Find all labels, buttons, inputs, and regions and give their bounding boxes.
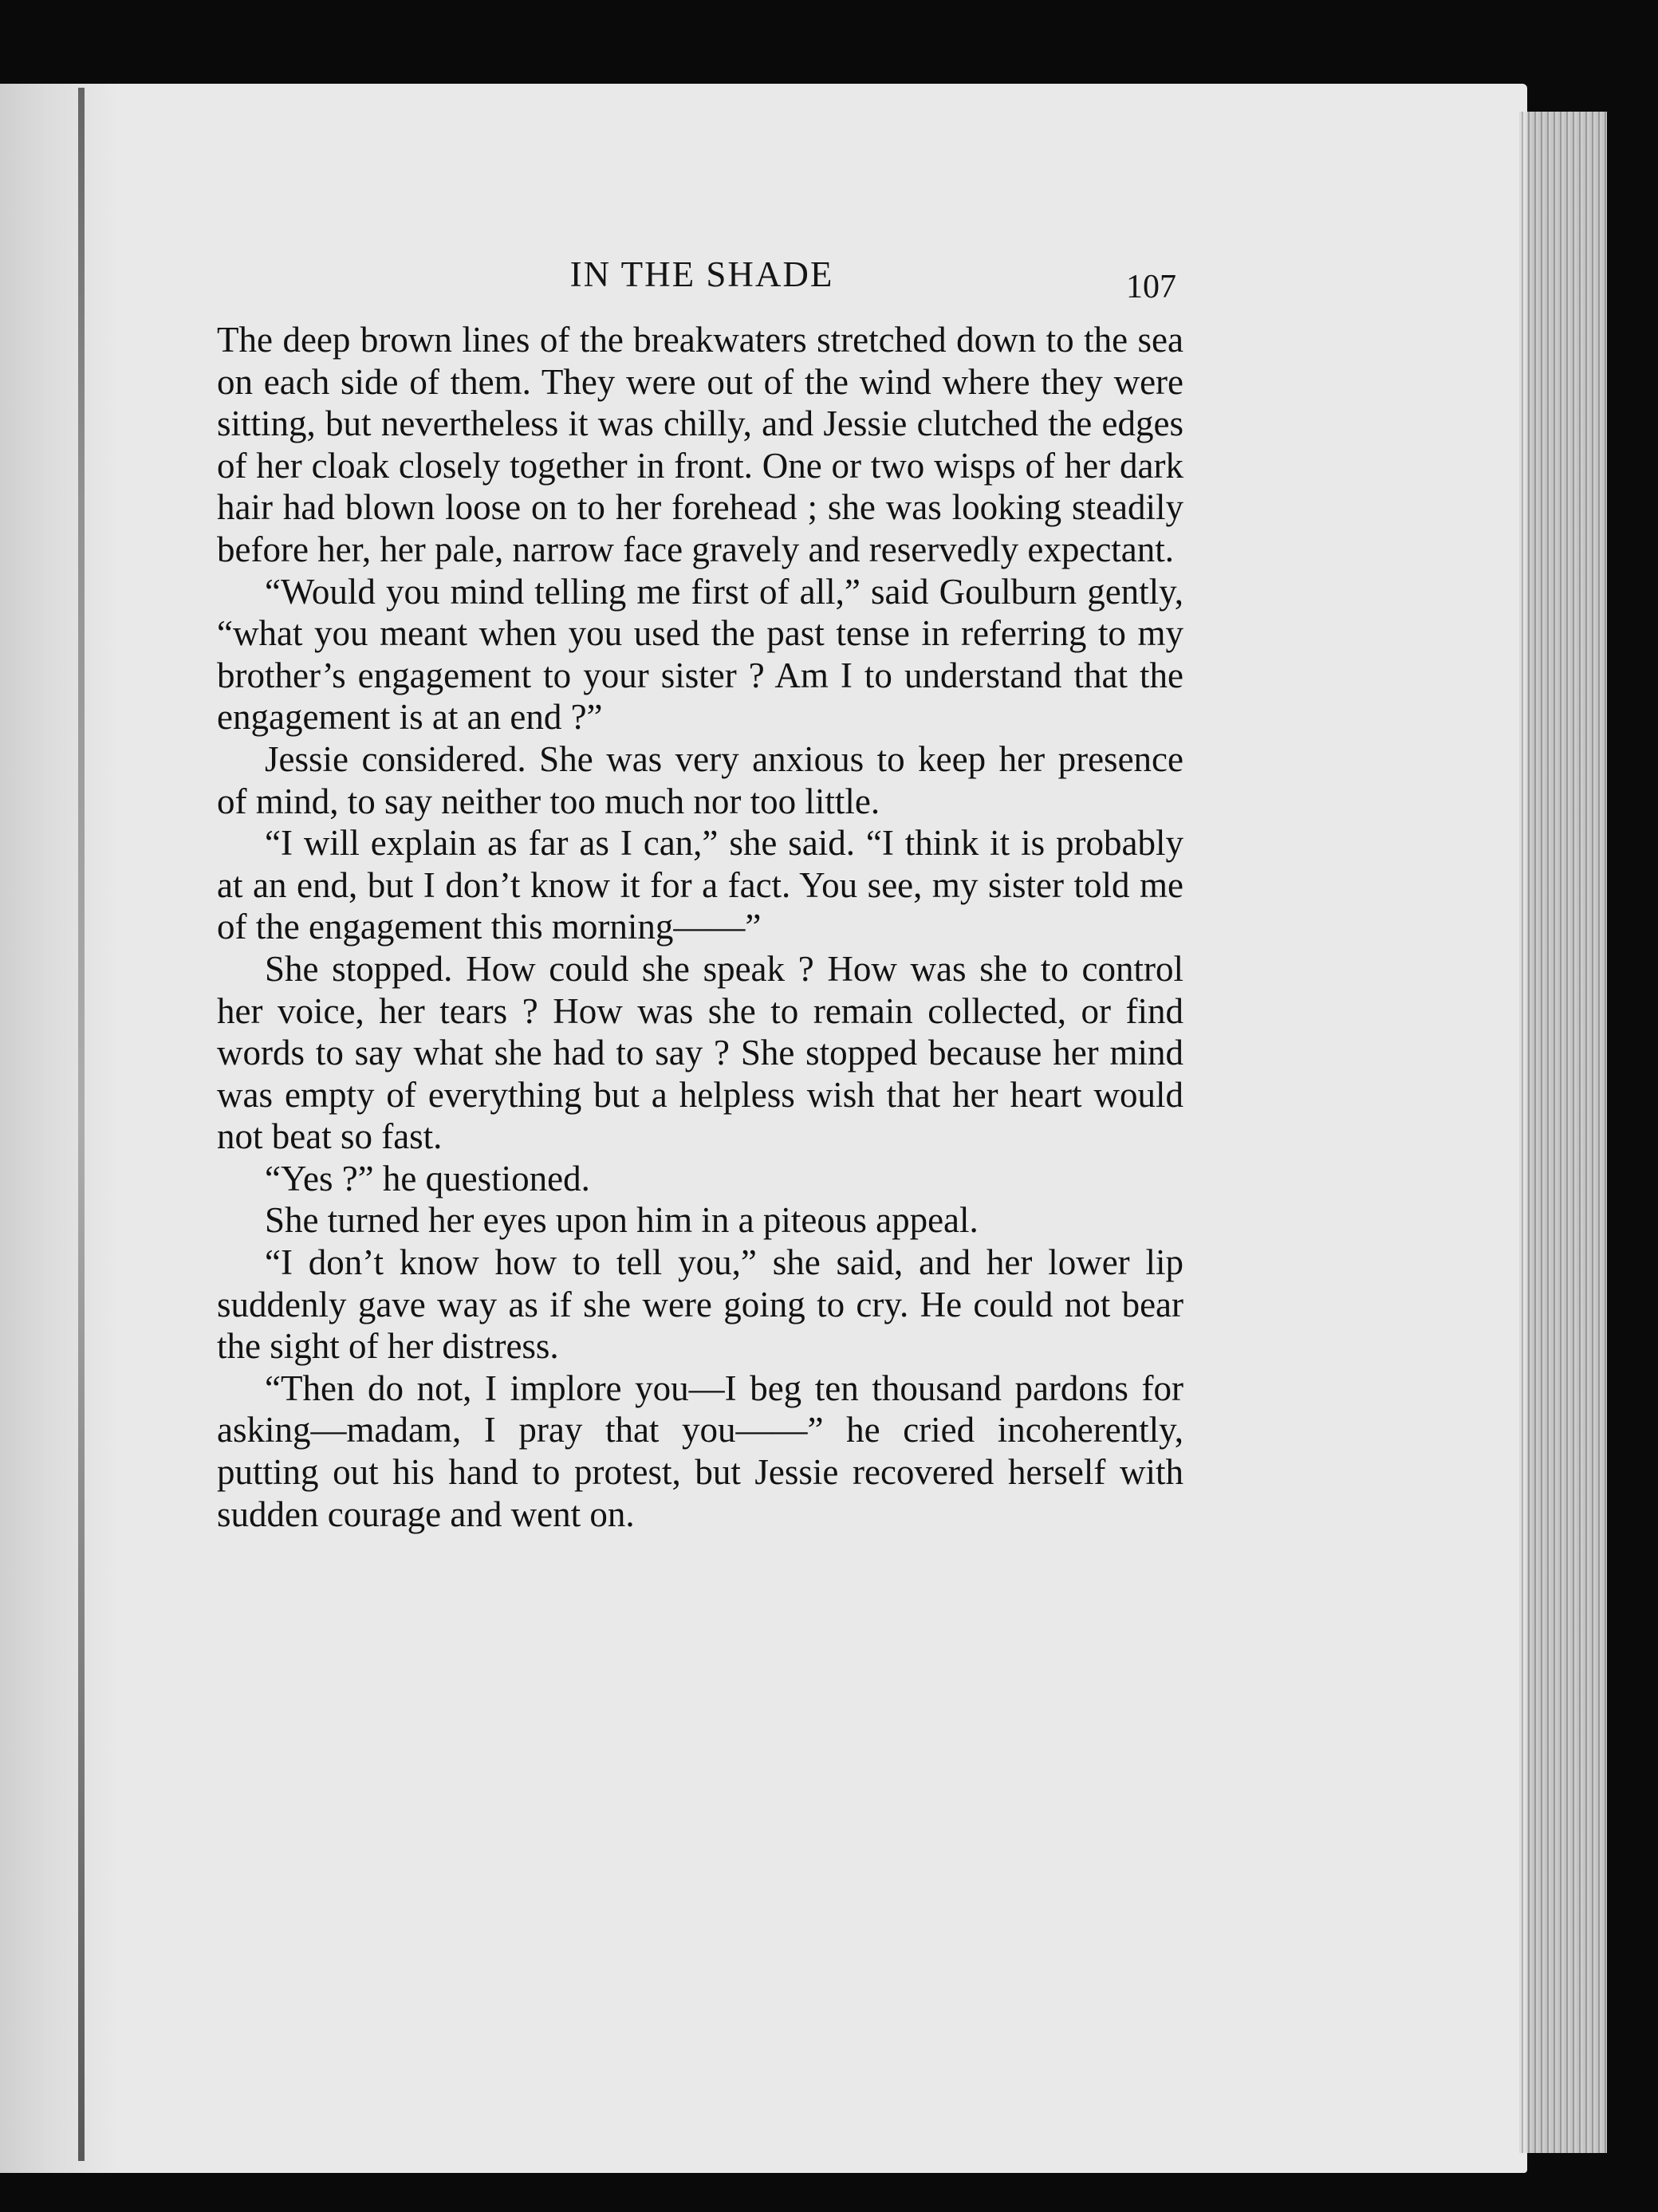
paragraph: “I will explain as far as I can,” she said. “I think it is probably at an end, but I don’t know it for a fact. You see, my sister told me of the engagement this morning——” — [217, 823, 1183, 947]
page-number: 107 — [1126, 269, 1176, 305]
running-head: IN THE SHADE — [569, 254, 834, 294]
paragraph: “Would you mind telling me first of all,” said Goulburn gently, “what you meant when you used the past tense in referring to my brother’s engagement to your sister ? Am I to understand that the engagement is at an end ?” — [217, 571, 1183, 738]
paragraph: She turned her eyes upon him in a piteous appeal. — [265, 1200, 979, 1241]
paragraph: “Then do not, I implore you—I beg ten thousand pardons for asking—madam, I pray that you——” he cried incoherently, putting out his hand to protest, but Jessie recovered herself with sudden courage and went on. — [217, 1368, 1183, 1534]
paragraph: She stopped. How could she speak ? How was she to control her voice, her tears ? How was she to remain collected, or find words to say what she had to say ? She stopped because her mind was empty of everything but a helpless wish that her heart would not beat so fast. — [217, 948, 1183, 1157]
paragraph: “Yes ?” he questioned. — [265, 1158, 590, 1198]
binding-shadow — [78, 88, 85, 2161]
paragraph: The deep brown lines of the breakwaters stretched down to the sea on each side of them. They were out of the wind where they were sitting, but nevertheless it was chilly, and Jessie clutched the edges of her cloak closely together in front. One or two wisps of her dark hair had blown loose on to her forehead ; she was looking steadily before her, her pale, narrow face gravely and reservedly expectant. — [217, 320, 1183, 569]
page-edges — [1519, 112, 1607, 2153]
paragraph: Jessie considered. She was very anxious to keep her presence of mind, to say neither too much nor too little. — [217, 738, 1183, 821]
page-gutter — [0, 84, 120, 2173]
paragraph: “I don’t know how to tell you,” she said, and her lower lip suddenly gave way as if she were going to cry. He could not bear the sight of her distress. — [217, 1242, 1183, 1367]
body-text — [217, 319, 1183, 1535]
